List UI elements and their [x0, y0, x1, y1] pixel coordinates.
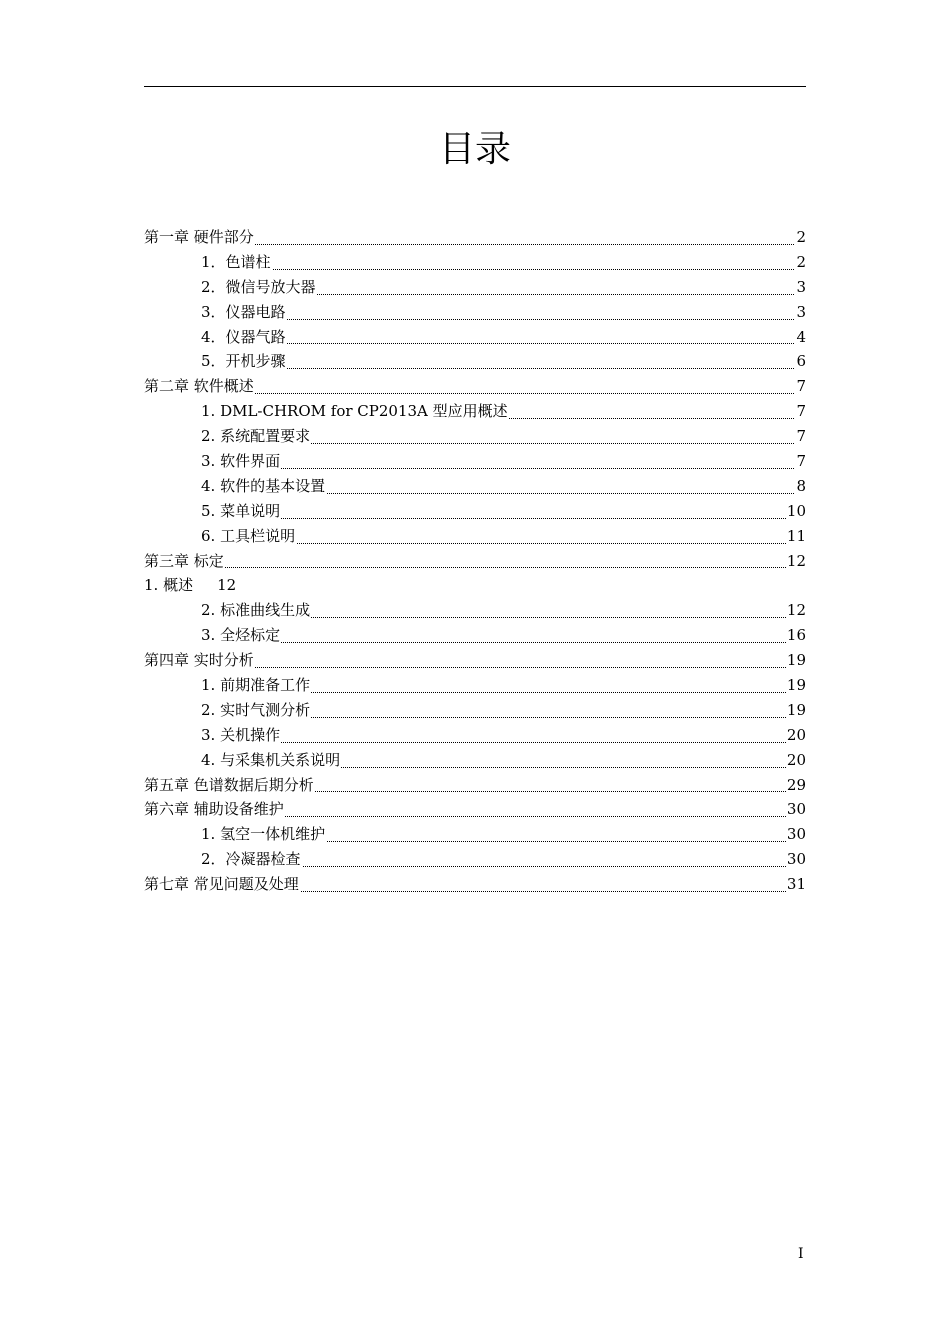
toc-entry-page: 2 — [796, 252, 806, 271]
toc-entry[interactable] — [144, 649, 806, 674]
toc-entry[interactable] — [201, 624, 806, 649]
toc-entry-label: 3. 关机操作 — [201, 725, 281, 744]
toc-entry-page: 6 — [796, 352, 806, 371]
toc-leader-dots — [201, 518, 806, 519]
toc-entry[interactable] — [201, 425, 806, 450]
toc-entry-label: 2. 系统配置要求 — [201, 427, 311, 446]
toc-entry-label: 4．仪器气路 — [201, 327, 286, 346]
toc-entry-page: 12 — [786, 601, 806, 620]
toc-entry-label: 1. 氢空一体机维护 — [201, 825, 326, 844]
toc-entry-label: 1. 概述 — [144, 576, 194, 595]
toc-entry-page: 7 — [796, 427, 806, 446]
toc-entry-label: 第七章 常见问题及处理 — [144, 875, 299, 894]
footer-page-number: I — [798, 1246, 804, 1262]
toc-entry-page: 12 — [786, 551, 806, 570]
toc-entry[interactable] — [201, 674, 806, 699]
toc-entry-label: 5．开机步骤 — [201, 352, 286, 371]
toc-entry[interactable] — [201, 500, 806, 525]
toc-entry-page: 11 — [786, 526, 806, 545]
toc-entry-label: 第二章 软件概述 — [144, 377, 254, 396]
toc-leader-dots — [201, 468, 806, 469]
toc-entry[interactable] — [144, 873, 806, 898]
toc-entry-page: 12 — [217, 576, 237, 595]
table-of-contents — [144, 226, 806, 898]
toc-entry-page: 7 — [796, 402, 806, 421]
toc-entry-page: 20 — [786, 725, 806, 744]
toc-entry[interactable] — [201, 350, 806, 375]
toc-entry[interactable] — [201, 699, 806, 724]
toc-entry[interactable] — [201, 301, 806, 326]
toc-leader-dots — [144, 567, 806, 568]
toc-entry[interactable] — [144, 798, 806, 823]
toc-leader-dots — [201, 269, 806, 270]
toc-entry[interactable] — [201, 848, 806, 873]
toc-entry-page: 19 — [786, 676, 806, 695]
page-title: 目录 — [438, 129, 511, 170]
toc-entry-label: 5. 菜单说明 — [201, 501, 281, 520]
toc-entry[interactable] — [144, 774, 806, 799]
toc-entry-label: 1. DML-CHROM for CP2013A 型应用概述 — [201, 402, 508, 421]
toc-entry[interactable] — [201, 276, 806, 301]
toc-entry-label: 2. 实时气测分析 — [201, 700, 311, 719]
toc-entry-page: 7 — [796, 452, 806, 471]
toc-entry-page: 29 — [786, 775, 806, 794]
toc-entry-label: 第三章 标定 — [144, 551, 224, 570]
toc-entry-page: 30 — [786, 825, 806, 844]
toc-entry[interactable] — [201, 599, 806, 624]
toc-entry[interactable] — [201, 525, 806, 550]
toc-entry-page: 8 — [796, 476, 806, 495]
toc-entry[interactable] — [144, 550, 806, 575]
toc-entry[interactable] — [201, 400, 806, 425]
toc-leader-dots — [201, 642, 806, 643]
toc-entry-label: 1. 前期准备工作 — [201, 676, 311, 695]
toc-entry[interactable] — [144, 226, 806, 251]
toc-entry-label: 1．色谱柱 — [201, 252, 271, 271]
toc-entry-label: 4. 与采集机关系说明 — [201, 750, 341, 769]
toc-entry[interactable] — [201, 450, 806, 475]
toc-leader-dots — [201, 742, 806, 743]
toc-entry[interactable] — [201, 475, 806, 500]
toc-entry-page: 19 — [786, 651, 806, 670]
toc-entry-page: 3 — [796, 277, 806, 296]
toc-entry-page: 20 — [786, 750, 806, 769]
toc-entry-label: 2．冷凝器检查 — [201, 850, 301, 869]
toc-entry[interactable] — [201, 724, 806, 749]
toc-entry-label: 2. 标准曲线生成 — [201, 601, 311, 620]
toc-leader-dots — [201, 319, 806, 320]
toc-entry-label: 第六章 辅助设备维护 — [144, 800, 284, 819]
toc-entry-label: 4. 软件的基本设置 — [201, 476, 326, 495]
toc-entry[interactable] — [201, 251, 806, 276]
toc-entry-label: 第一章 硬件部分 — [144, 228, 254, 246]
toc-entry-page: 4 — [796, 327, 806, 346]
toc-entry-page: 30 — [786, 850, 806, 869]
toc-entry-label: 第四章 实时分析 — [144, 651, 254, 670]
toc-entry[interactable] — [201, 823, 806, 848]
toc-entry-page: 3 — [796, 302, 806, 321]
toc-entry-page: 31 — [786, 875, 806, 894]
toc-entry-label: 3. 软件界面 — [201, 452, 281, 471]
toc-entry-label: 第五章 色谱数据后期分析 — [144, 775, 314, 794]
toc-entry[interactable] — [144, 574, 806, 599]
toc-entry-page: 2 — [796, 228, 806, 246]
toc-entry-label: 3．仪器电路 — [201, 302, 286, 321]
toc-entry-label: 6. 工具栏说明 — [201, 526, 296, 545]
toc-entry-page: 10 — [786, 501, 806, 520]
toc-leader-dots — [201, 368, 806, 369]
toc-entry-label: 3. 全烃标定 — [201, 626, 281, 645]
toc-leader-dots — [201, 343, 806, 344]
header-rule — [144, 86, 806, 87]
toc-entry-page: 19 — [786, 700, 806, 719]
toc-entry-page: 7 — [796, 377, 806, 396]
toc-entry[interactable] — [201, 326, 806, 351]
toc-entry[interactable] — [144, 375, 806, 400]
toc-entry-page: 30 — [786, 800, 806, 819]
toc-entry-label: 2．微信号放大器 — [201, 277, 316, 296]
toc-entry[interactable] — [201, 749, 806, 774]
toc-entry-page: 16 — [786, 626, 806, 645]
